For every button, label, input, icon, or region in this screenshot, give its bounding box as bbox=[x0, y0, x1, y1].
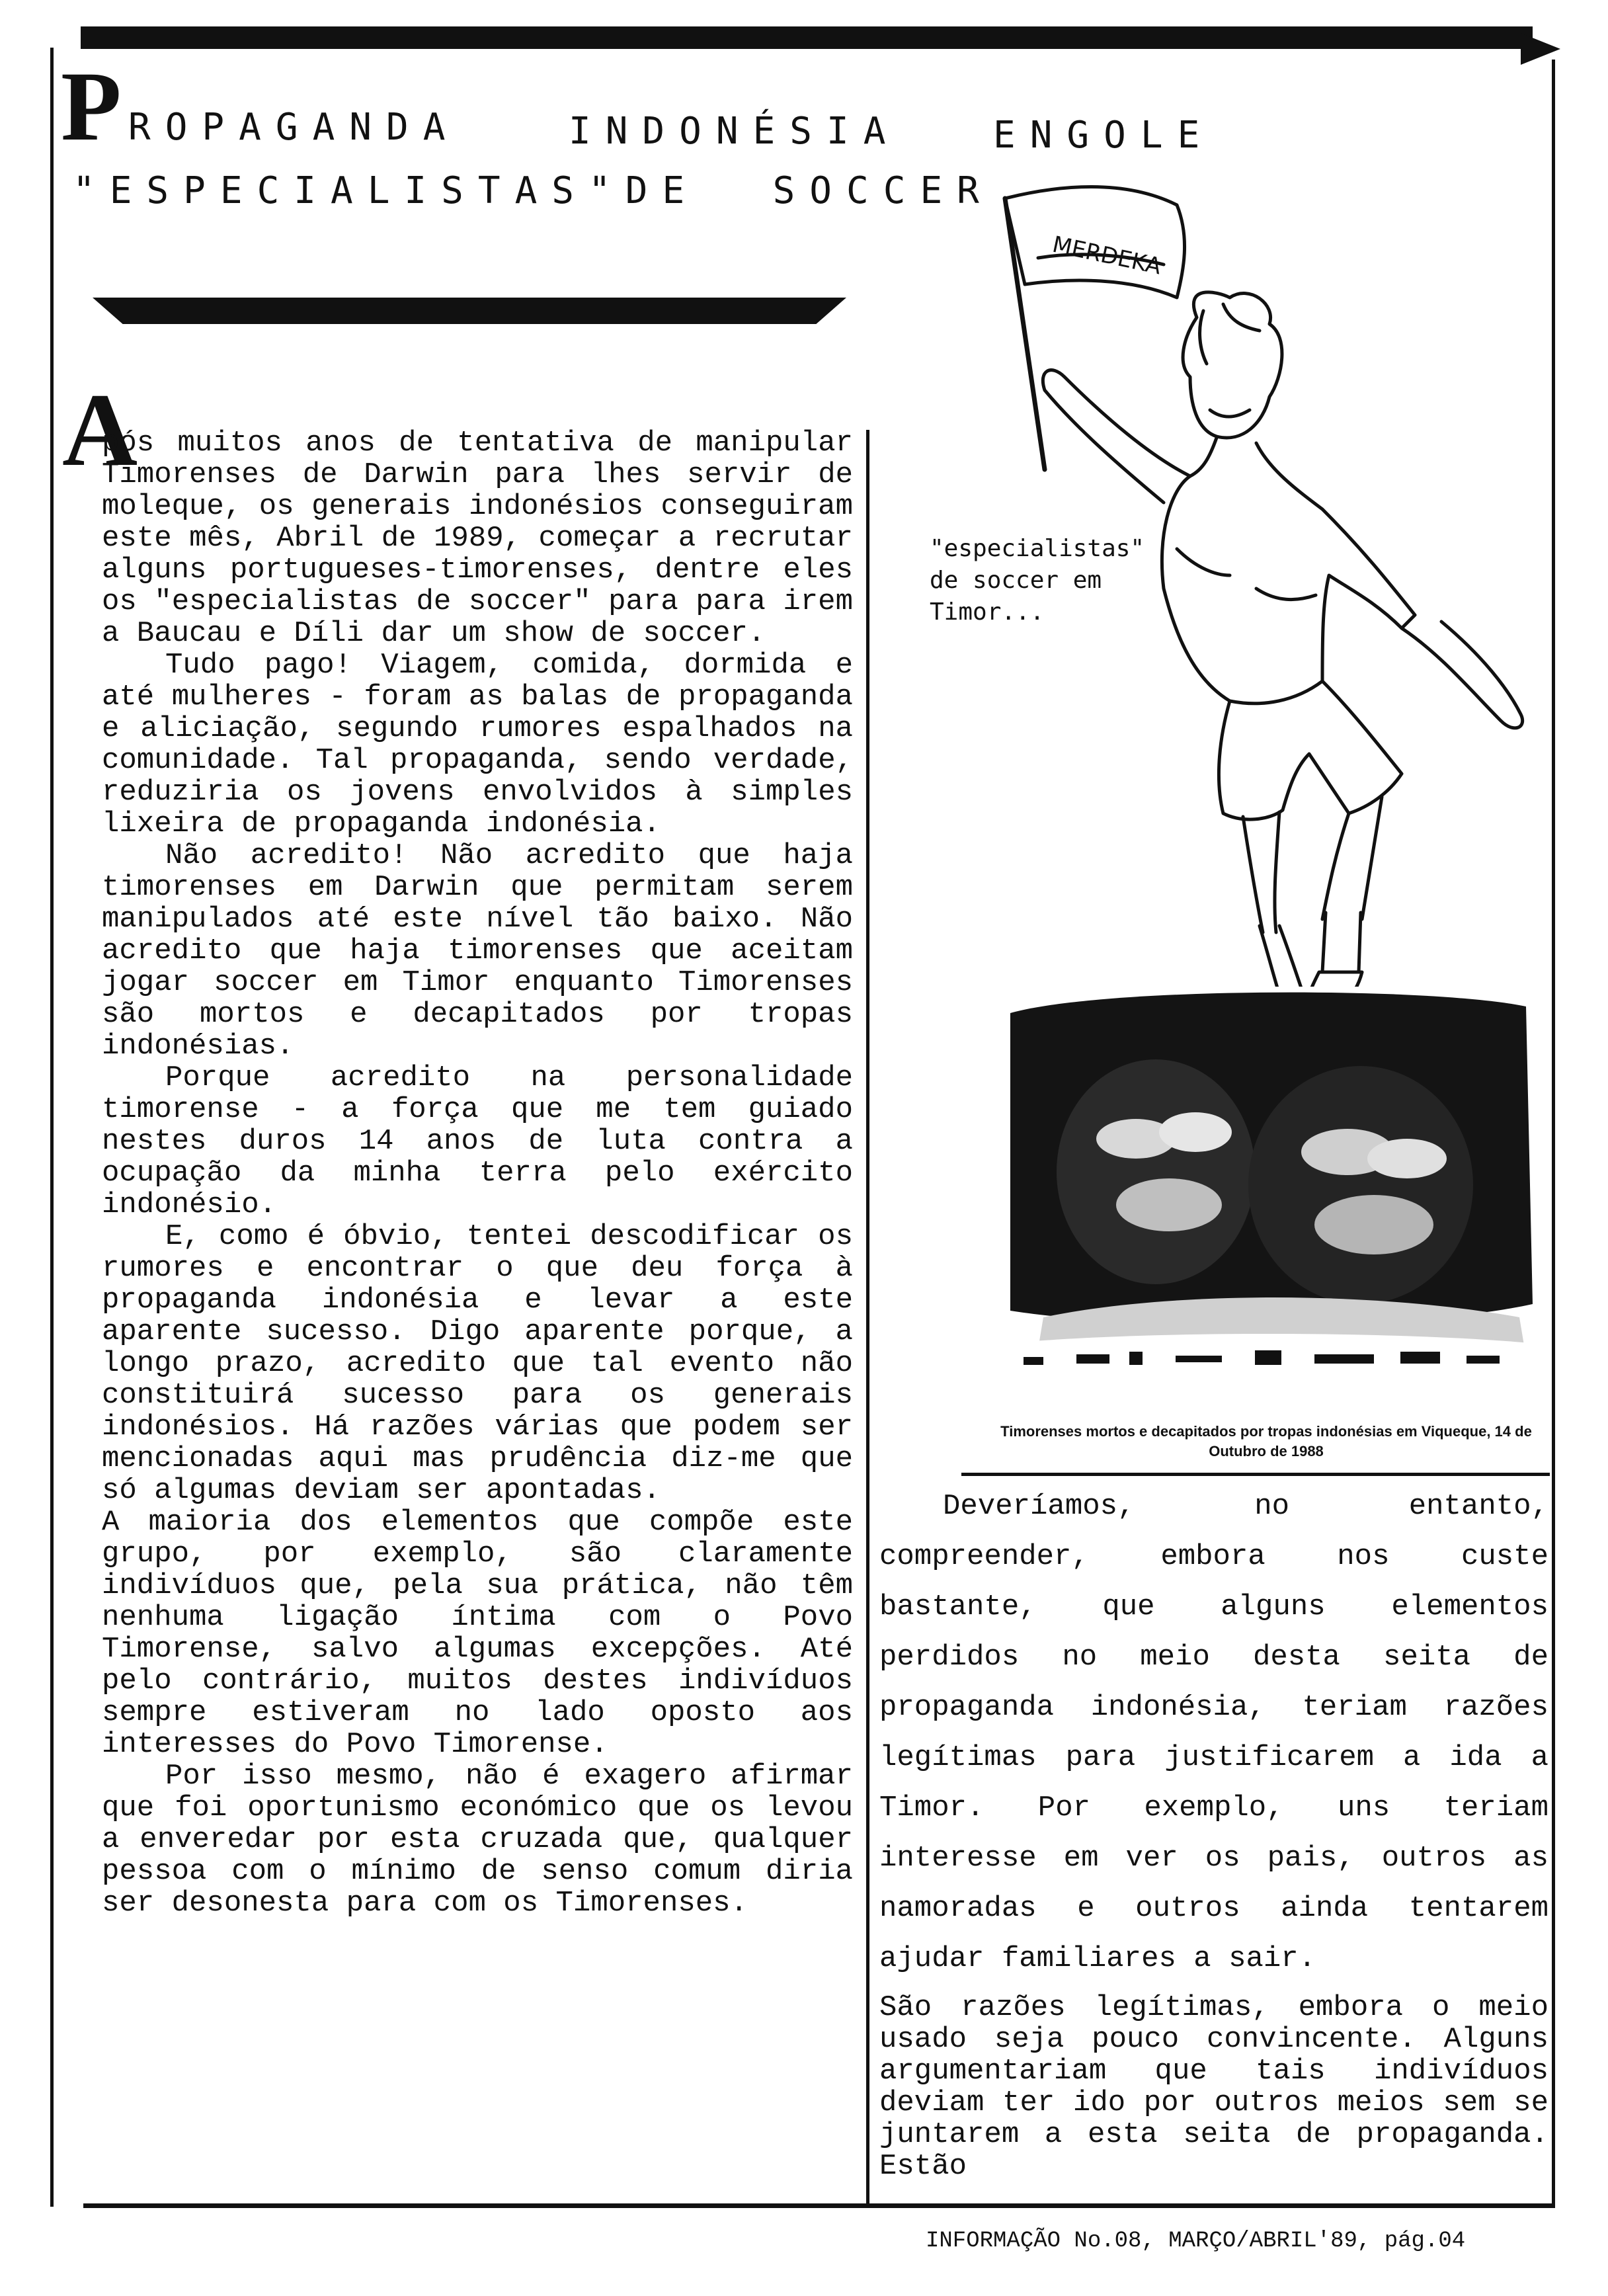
paragraph-1: pós muitos anos de tentativa de manipular Timorenses de Darwin para lhes servir de moleque, os generais indonésios conseguiram este mês, Abril de 1989, começar a recrutar alguns portugueses-timorenses, dentre eles os "especialistas de soccer" para para irem a Baucau e Díli dar um show de soccer. bbox=[102, 427, 853, 650]
headline-line-2: "ESPECIALISTAS"DE SOCCER bbox=[73, 169, 994, 212]
page-footer: INFORMAÇÃO No.08, MARÇO/ABRIL'89, pág.04 bbox=[926, 2229, 1466, 2254]
article-drop-letter: A bbox=[62, 372, 138, 488]
paragraph-6: A maioria dos elementos que compõe este grupo, por exemplo, são claramente indivíduos que, pela sua prática, não têm nenhuma ligação íntima com o Povo Timorense, salvo algumas excepções. Até pelo contrário, muitos destes indivíduos sempre estiveram no lado oposto aos interesses do Povo Timorense. bbox=[102, 1506, 853, 1761]
article-left-column bbox=[102, 427, 853, 1919]
flag-text: MERDEKA bbox=[1050, 231, 1164, 280]
paragraph-5: E, como é óbvio, tentei descodificar os rumores e encontrar o que deu força à propaganda indonésia e levar a este aparente sucesso. Digo aparente porque, a longo prazo, acredito que tal evento não constituirá sucesso para os generais indonésios. Há razões várias que podem ser mencionadas aqui mas prudência diz-me que só algumas deviam ser apontadas. bbox=[102, 1220, 853, 1507]
right-paragraph-1: Deveríamos, no entanto, compreender, embora nos custe bastante, que alguns elementos perdidos no meio desta seita de propaganda indonésia, teriam razões legítimas para justificarem a ida a Timor. Por exemplo, uns teriam interesse em ver os pais, outros as namoradas e outros ainda tentarem ajudar familiares a sair. bbox=[879, 1490, 1548, 1975]
headline-word-propaganda: ROPAGANDA bbox=[128, 106, 460, 149]
paragraph-4: Porque acredito na personalidade timorense - a força que me tem guiado nestes duros 14 anos de luta contra a ocupação da minha terra pelo exército indonésio. bbox=[102, 1061, 853, 1221]
frame-bottom-rule bbox=[83, 2203, 1555, 2208]
article-right-column bbox=[879, 1481, 1548, 2182]
top-border-bar bbox=[81, 26, 1533, 49]
headline-word-engole: ENGOLE bbox=[993, 114, 1215, 157]
headline-drop-letter: P bbox=[61, 52, 136, 161]
caption-rule bbox=[961, 1473, 1550, 1476]
faces-photo bbox=[1004, 987, 1538, 1377]
column-divider bbox=[866, 430, 869, 2205]
headline-bar bbox=[93, 298, 846, 324]
paragraph-2: Tudo pago! Viagem, comida, dormida e até mulheres - foram as balas de propaganda e aliciação, segundo rumores espalhados na comunidade. Tal propaganda, sendo verdade, reduziria os jovens envolvidos à simples lixeira de propaganda indonésia. bbox=[102, 649, 853, 840]
illustration-caption: "especialistas" de soccer em Timor... bbox=[930, 535, 1145, 626]
frame-left-rule bbox=[50, 48, 54, 2207]
headline-word-indonesia: INDONÉSIA bbox=[569, 110, 901, 153]
photo-caption: Timorenses mortos e decapitados por tropas indonésias em Viqueque, 14 de Outubro de 1988 bbox=[1000, 1423, 1532, 1459]
frame-right-rule bbox=[1552, 60, 1555, 2207]
right-paragraph-2: São razões legítimas, embora o meio usado seja pouco convincente. Alguns argumentariam que tais indivíduos deviam ter ido por outros meios sem se juntarem a esta seita de propaganda. Estão bbox=[879, 1991, 1548, 2183]
paragraph-7: Por isso mesmo, não é exagero afirmar que foi oportunismo económico que os levou a enveredar por esta cruzada que, qualquer pessoa com o mínimo de senso comum diria ser desonesta para com os Timorenses. bbox=[102, 1760, 853, 1920]
paragraph-3: Não acredito! Não acredito que haja timorenses em Darwin que permitam serem manipulados até este nível tão baixo. Não acredito que haja timorenses que aceitam jogar soccer em Timor enquanto Timorenses são mortos e decapitados por tropas indonésias. bbox=[102, 839, 853, 1063]
